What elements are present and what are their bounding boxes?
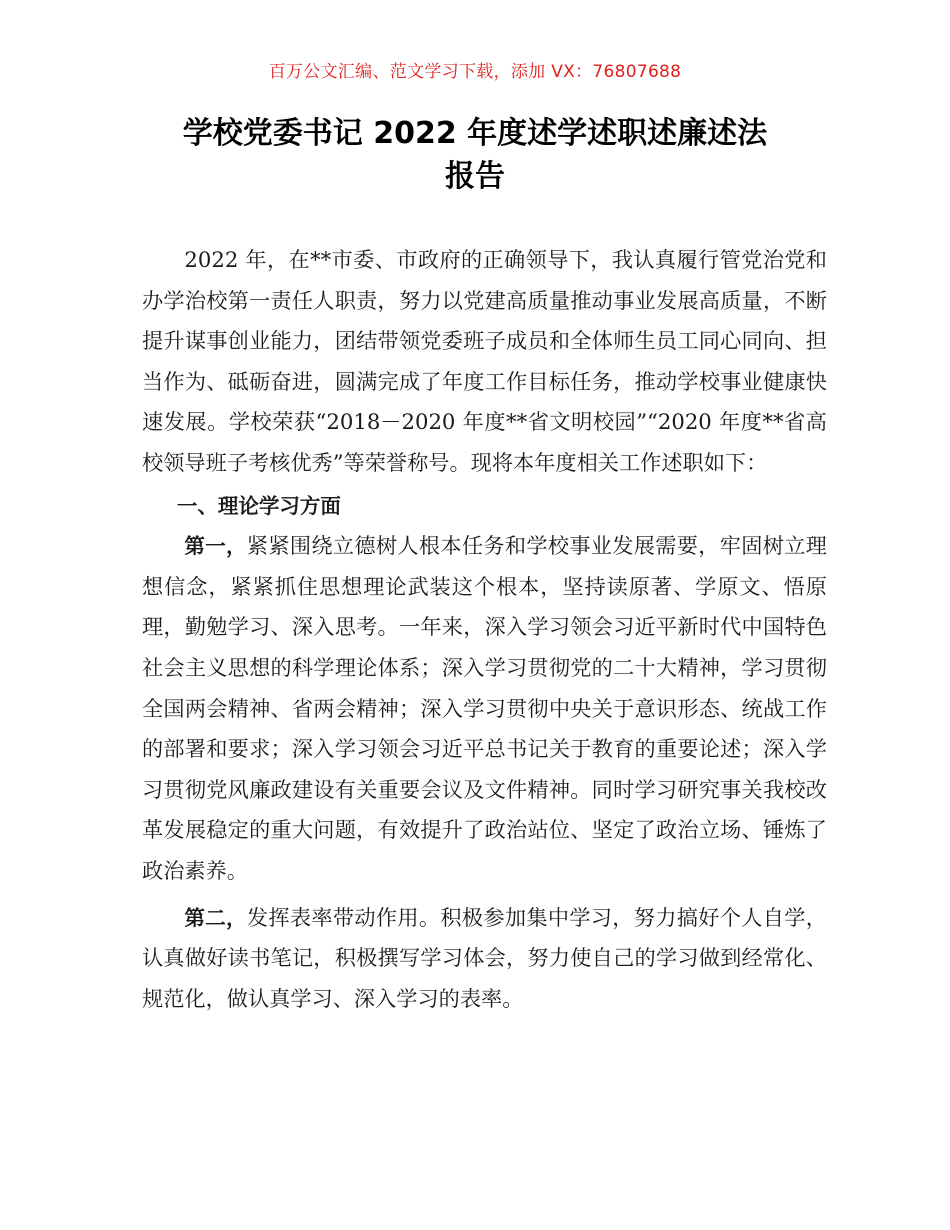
header-ad-text: 百万公文汇编、范文学习下载，添加 VX：76807688 [268, 62, 682, 82]
paragraph-second [142, 898, 827, 1020]
document-title [100, 112, 850, 198]
paragraph-second-text: 发挥表率带动作用。积极参加集中学习，努力搞好个人自学，认真做好读书笔记，积极撰写学习体会，努力使自己的学习做到经常化、规范化，做认真学习、深入学习的表率。 [142, 904, 827, 1011]
intro-paragraph: 2022 年，在**市委、市政府的正确领导下，我认真履行管党治党和办学治校第一责任人职责，努力以党建高质量推动事业发展高质量，不断提升谋事创业能力，团结带领党委班子成员和全体师生员工同心同向、担当作为、砥砺奋进，圆满完成了年度工作目标任务，推动学校事业健康快速发展。学校荣获“2018－2020 年度**省文明校园”“2020 年度**省高校领导班子考核优秀”等荣誉称号。现将本年度相关工作述职如下： [142, 247, 827, 475]
title-line-1: 学校党委书记 2022 年度述学述职述廉述法 [182, 116, 768, 151]
section-heading-theory-study: 一、理论学习方面 [176, 493, 341, 518]
document-body [142, 240, 827, 1019]
paragraph-first [142, 526, 827, 891]
paragraph-first-text: 紧紧围绕立德树人根本任务和学校事业发展需要，牢固树立理想信念，紧紧抓住思想理论武装这个根本，坚持读原著、学原文、悟原理，勤勉学习、深入思考。一年来，深入学习领会习近平新时代中国特色社会主义思想的科学理论体系；深入学习贯彻党的二十大精神，学习贯彻全国两会精神、省两会精神；深入学习贯彻中央关于意识形态、统战工作的部署和要求；深入学习领会习近平总书记关于教育的重要论述；深入学习贯彻党风廉政建设有关重要会议及文件精神。同时学习研究事关我校改革发展稳定的重大问题，有效提升了政治站位、坚定了政治立场、锤炼了政治素养。 [142, 533, 827, 883]
title-line-2: 报告 [445, 159, 505, 194]
paragraph-first-lead: 第一， [184, 534, 247, 559]
paragraph-second-lead: 第二， [184, 905, 247, 930]
